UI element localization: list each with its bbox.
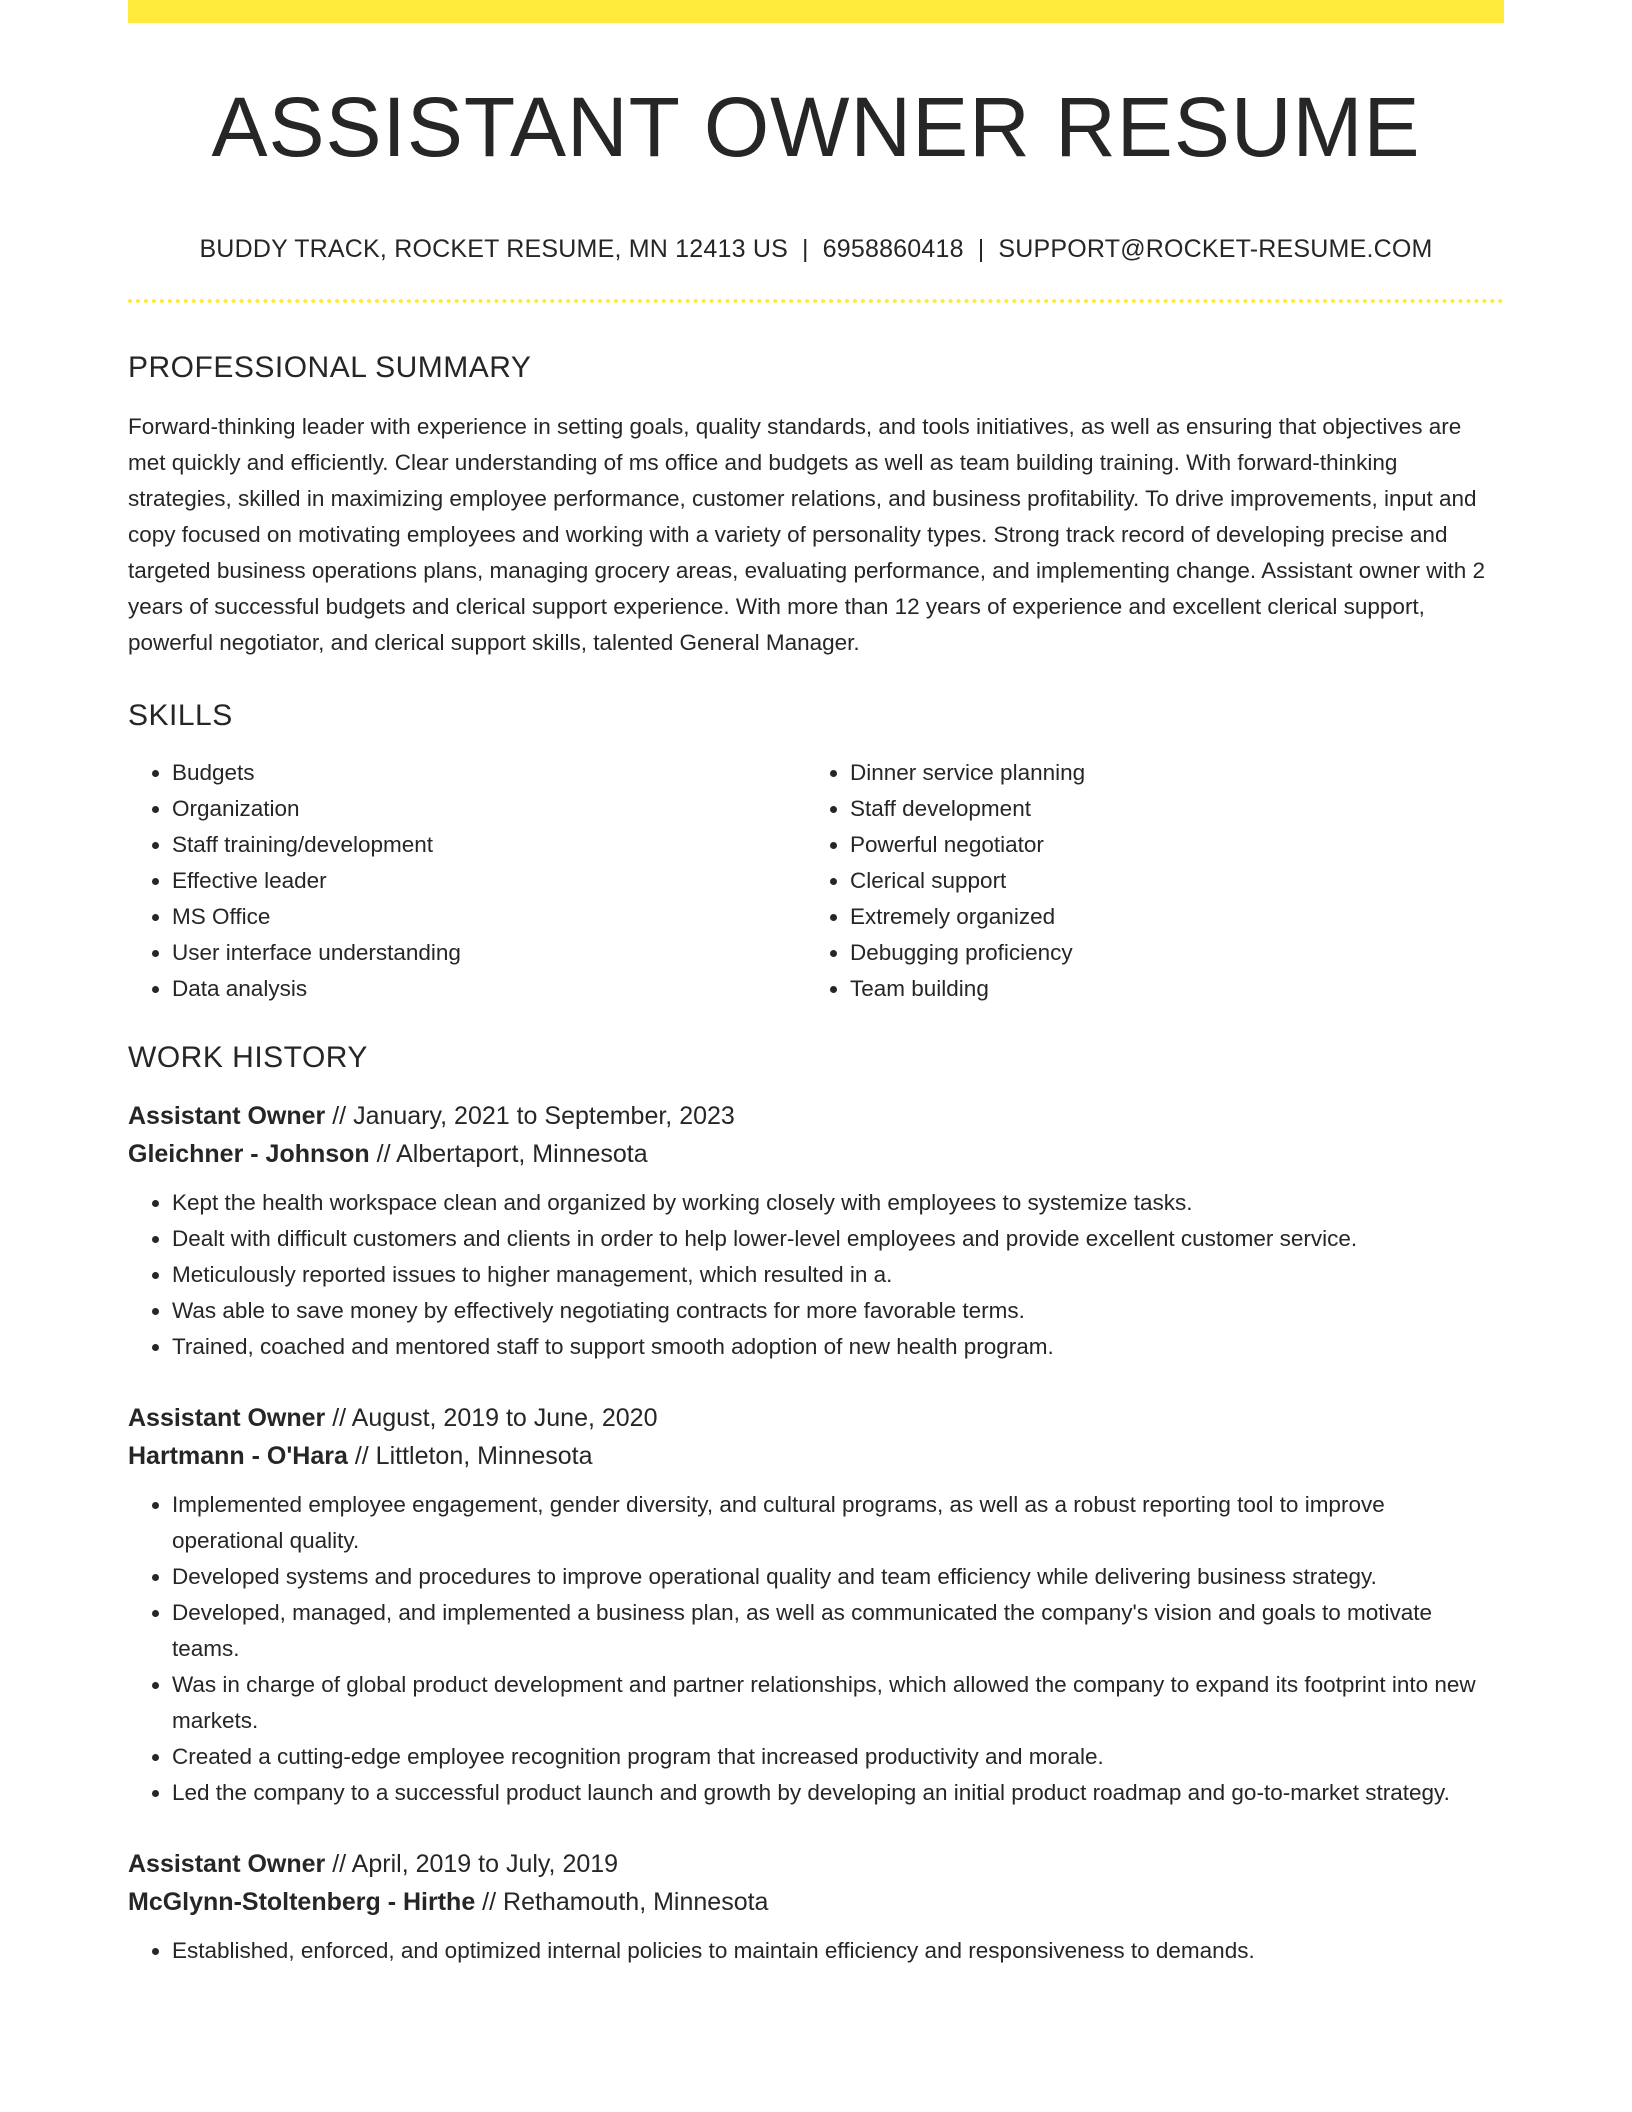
resume-page [128, 0, 1504, 1969]
skill-item: • Debugging proficiency [850, 935, 1484, 971]
job-bullet: • Dealt with difficult customers and clients in order to help lower-level employees and provide excellent customer service. [172, 1221, 1504, 1257]
job-entry [128, 1399, 1504, 1811]
job-title: Assistant Owner [128, 1102, 326, 1130]
job-bullet: • Kept the health workspace clean and organized by working closely with employees to systemize tasks. [172, 1185, 1504, 1221]
skill-item: • Dinner service planning [850, 755, 1484, 791]
skill-item: • Staff development [850, 791, 1484, 827]
skill-item: • Clerical support [850, 863, 1484, 899]
job-bullets [128, 1185, 1504, 1365]
skills-list-left [128, 755, 806, 1007]
job-bullet: • Led the company to a successful product launch and growth by developing an initial product roadmap and go-to-market strategy. [172, 1775, 1504, 1811]
skills-columns [128, 755, 1504, 1007]
job-entry [128, 1097, 1504, 1365]
job-dates: // August, 2019 to June, 2020 [325, 1404, 658, 1432]
skill-item: • Effective leader [172, 863, 806, 899]
contact-address: BUDDY TRACK, ROCKET RESUME, MN 12413 US [199, 235, 788, 263]
work-history-heading: WORK HISTORY [128, 1041, 368, 1074]
job-bullets [128, 1933, 1504, 1969]
skill-item: • Staff training/development [172, 827, 806, 863]
skill-item: • MS Office [172, 899, 806, 935]
job-company-line [128, 1437, 1504, 1475]
job-title: Assistant Owner [128, 1850, 326, 1878]
job-bullet: • Created a cutting-edge employee recognition program that increased productivity and morale. [172, 1739, 1504, 1775]
job-bullets [128, 1487, 1504, 1811]
job-bullet: • Established, enforced, and optimized internal policies to maintain efficiency and responsiveness to demands. [172, 1933, 1504, 1969]
job-bullet: • Was in charge of global product development and partner relationships, which allowed the company to expand its footprint into new markets. [172, 1667, 1504, 1739]
job-location: // Rethamouth, Minnesota [475, 1888, 769, 1916]
job-company: Hartmann - O'Hara [128, 1442, 348, 1470]
skill-item: • Budgets [172, 755, 806, 791]
job-bullet: • Implemented employee engagement, gender diversity, and cultural programs, as well as a robust reporting tool to improve operational quality. [172, 1487, 1504, 1559]
job-dates: // January, 2021 to September, 2023 [325, 1102, 735, 1130]
contact-separator: | [977, 235, 985, 263]
job-company-line [128, 1883, 1504, 1921]
job-company-line [128, 1135, 1504, 1173]
job-location: // Albertaport, Minnesota [369, 1140, 648, 1168]
skill-item: • Team building [850, 971, 1484, 1007]
job-title-line [128, 1399, 1504, 1437]
resume-title: ASSISTANT OWNER RESUME [211, 80, 1421, 174]
skills-heading: SKILLS [128, 699, 233, 732]
skill-item: • Data analysis [172, 971, 806, 1007]
summary-text: Forward-thinking leader with experience in setting goals, quality standards, and tools initiatives, as well as ensuring that objectives are met quickly and efficiently. Clear understanding of ms office and budgets as well as team building training. With forward-thinking strategies, skilled in maximizing employee performance, customer relations, and business profitability. To drive improvements, input and copy focused on motivating employees and working with a variety of personality types. Strong track record of developing precise and targeted business operations plans, managing grocery areas, evaluating performance, and implementing change. Assistant owner with 2 years of successful budgets and clerical support experience. With more than 12 years of experience and excellent clerical support, powerful negotiator, and clerical support skills, talented General Manager. [128, 414, 1486, 655]
skill-item: • User interface understanding [172, 935, 806, 971]
job-bullet: • Trained, coached and mentored staff to support smooth adoption of new health program. [172, 1329, 1504, 1365]
job-bullet: • Developed systems and procedures to improve operational quality and team efficiency while delivering business strategy. [172, 1559, 1504, 1595]
job-dates: // April, 2019 to July, 2019 [325, 1850, 619, 1878]
contact-email: SUPPORT@ROCKET-RESUME.COM [998, 235, 1433, 263]
job-title-line [128, 1097, 1504, 1135]
summary-heading: PROFESSIONAL SUMMARY [128, 351, 532, 384]
accent-top-bar [128, 0, 1504, 23]
job-bullet: • Developed, managed, and implemented a business plan, as well as communicated the company's vision and goals to motivate teams. [172, 1595, 1504, 1667]
skill-item: • Extremely organized [850, 899, 1484, 935]
job-title: Assistant Owner [128, 1404, 326, 1432]
job-company: Gleichner - Johnson [128, 1140, 370, 1168]
contact-line [128, 235, 1504, 264]
job-entry [128, 1845, 1504, 1969]
skills-list-right [806, 755, 1484, 1007]
job-bullet: • Was able to save money by effectively negotiating contracts for more favorable terms. [172, 1293, 1504, 1329]
job-location: // Littleton, Minnesota [347, 1442, 593, 1470]
contact-separator: | [801, 235, 809, 263]
skill-item: • Organization [172, 791, 806, 827]
job-title-line [128, 1845, 1504, 1883]
job-bullet: • Meticulously reported issues to higher management, which resulted in a. [172, 1257, 1504, 1293]
contact-phone: 6958860418 [822, 235, 964, 263]
job-company: McGlynn-Stoltenberg - Hirthe [128, 1888, 476, 1916]
dotted-divider [128, 299, 1504, 303]
skill-item: • Powerful negotiator [850, 827, 1484, 863]
